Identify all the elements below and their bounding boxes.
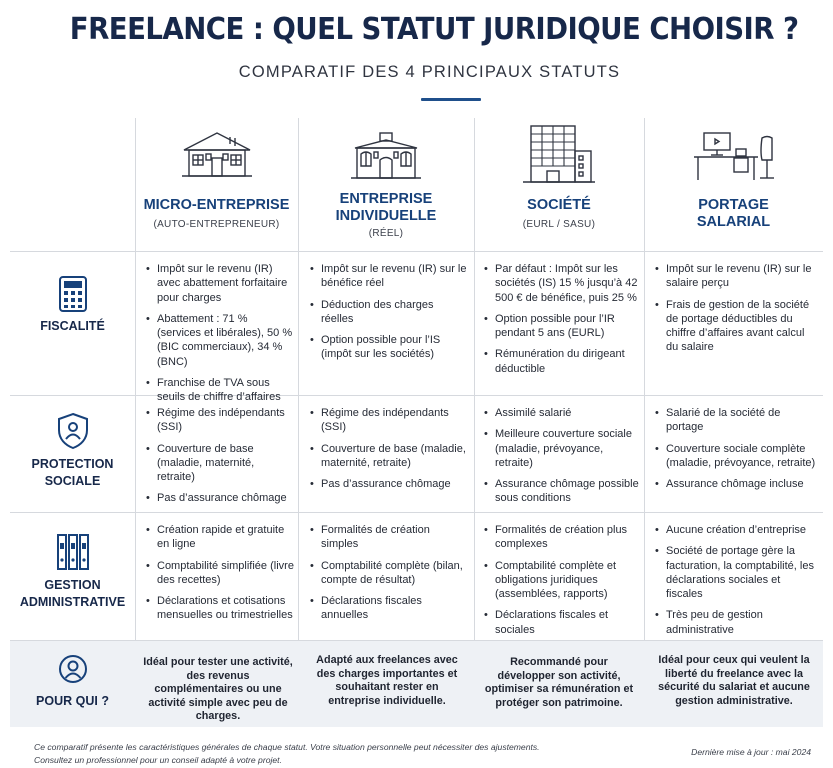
cell-gestion-ei [308,523,468,630]
row-divider [10,395,823,396]
bullet-item: • Couverture de base (maladie, maternité, retraite) [144,442,294,485]
desk-icon [692,130,776,182]
footer-updated: Dernière mise à jour : mai 2024 [691,747,811,757]
bullet-item: • Pas d’assurance chômage [308,477,468,491]
cell-fiscalite-portage [653,262,819,362]
binders-icon [56,533,90,571]
bullet-item: • Formalités de création plus complexes [482,523,640,552]
bullet-item: • Déclarations fiscales annuelles [308,594,468,623]
footer-note [34,741,540,766]
cell-fiscalite-micro [144,262,294,412]
office-building-icon [521,123,597,185]
bullet-item: • Frais de gestion de la société de portage déductibles du chiffre d’affaires avant calcul du salaire [653,298,819,355]
bullet-item: • Assurance chômage incluse [653,477,819,491]
row-label-text: FISCALITÉ [40,319,105,333]
row-label-text-line2: ADMINISTRATIVE [19,595,126,609]
bullet-item: • Abattement : 71 % (services et libérales), 50 % (BIC commerciaux), 34 % (BNC) [144,312,294,369]
cell-gestion-societe [482,523,640,644]
cell-gestion-portage [653,523,819,644]
bullet-item: • Déduction des charges réelles [308,298,468,327]
cell-fiscalite-societe [482,262,640,383]
column-title: ENTREPRISE [339,191,433,207]
bullet-item: • Comptabilité simplifiée (livre des recettes) [144,559,294,588]
footer-note-line1: Ce comparatif présente les caractéristiques générales de chaque statut. Votre situation personnelle peut nécessiter des ajustements. [34,742,540,752]
bullet-item: • Impôt sur le revenu (IR) avec abattement forfaitaire pour charges [144,262,294,305]
row-label-text-line2: SOCIALE [44,474,101,488]
bullet-item: • Régime des indépendants (SSI) [308,406,468,435]
column-subtitle: (EURL / SASU) [522,219,596,230]
house-icon [180,130,254,178]
bullet-item: • Couverture de base (maladie, maternité, retraite) [308,442,468,471]
bullet-item: • Assurance chômage possible sous conditions [482,477,640,506]
bullet-item: • Pas d’assurance chômage [144,491,294,505]
bullet-item: • Assimilé salarié [482,406,640,420]
pour-qui-ei: Adapté aux freelances avec des charges importantes et souhaitant rester en entreprise individuelle. [316,654,458,707]
row-divider [10,512,823,513]
bullet-item: • Impôt sur le revenu (IR) sur le bénéfice réel [308,262,468,291]
calculator-icon [59,276,87,312]
bullet-item: • Par défaut : Impôt sur les sociétés (IS) 15 % jusqu’à 42 500 € de bénéfice, puis 25 % [482,262,640,305]
column-title: MICRO-ENTREPRISE [143,197,290,213]
page-title: FREELANCE : QUEL STATUT JURIDIQUE CHOISIR ? [69,12,799,47]
bullet-item: • Très peu de gestion administrative [653,608,819,637]
bullet-item: • Régime des indépendants (SSI) [144,406,294,435]
shop-building-icon [349,130,423,180]
pour-qui-portage: Idéal pour ceux qui veulent la liberté du freelance avec la sécurité du salariat et aucune gestion administrative. [658,654,810,707]
column-header-micro-entreprise [135,118,298,251]
bullet-item: • Rémunération du dirigeant déductible [482,347,640,376]
row-label-gestion-administrative [10,533,135,611]
bullet-item: • Comptabilité complète et obligations juridiques (assemblées, rapports) [482,559,640,602]
cell-protection-portage [653,406,819,498]
column-title: PORTAGE [698,197,769,213]
column-header-portage-salarial [644,118,823,251]
row-label-pour-qui [10,654,135,710]
column-title: SOCIÉTÉ [527,197,591,213]
bullet-item: • Déclarations fiscales et sociales [482,608,640,637]
row-label-protection-sociale [10,412,135,490]
column-header-societe [474,118,644,251]
column-title-line2: INDIVIDUELLE [335,208,437,224]
shield-user-icon [56,412,90,450]
row-label-text: GESTION [44,578,101,592]
bullet-item: • Salarié de la société de portage [653,406,819,435]
column-title-line2: SALARIAL [696,214,771,230]
bullet-item: • Aucune création d’entreprise [653,523,819,537]
row-label-text: POUR QUI ? [36,694,109,708]
cell-protection-micro [144,406,294,513]
cell-gestion-micro [144,523,294,630]
cell-fiscalite-ei [308,262,468,369]
comparison-table [0,118,833,730]
title-underline [421,98,481,101]
user-circle-icon [58,654,88,684]
cell-protection-ei [308,406,468,498]
pour-qui-micro: Idéal pour tester une activité, des revenus complémentaires ou une activité simple avec peu de charges. [143,656,293,722]
footer-note-line2: Consultez un professionnel pour un conseil adapté à votre projet. [34,754,282,765]
bullet-item: • Société de portage gère la facturation, la comptabilité, les déclarations sociales et fiscales [653,544,819,601]
bullet-item: • Impôt sur le revenu (IR) sur le salaire perçu [653,262,819,291]
bullet-item: • Option possible pour l’IR pendant 5 ans (EURL) [482,312,640,341]
pour-qui-societe: Recommandé pour développer son activité, optimiser sa rémunération et protéger son patrimoine. [484,656,634,709]
bullet-item: • Déclarations et cotisations mensuelles ou trimestrielles [144,594,294,623]
bullet-item: • Création rapide et gratuite en ligne [144,523,294,552]
bullet-item: • Formalités de création simples [308,523,468,552]
bullet-item: • Option possible pour l’IS (impôt sur les sociétés) [308,333,468,362]
bullet-item: • Comptabilité complète (bilan, compte de résultat) [308,559,468,588]
row-label-fiscalite [10,276,135,335]
bullet-item: • Meilleure couverture sociale (maladie, prévoyance, retraite) [482,427,640,470]
column-subtitle: (RÉEL) [368,228,404,239]
bullet-item: • Franchise de TVA sous seuils de chiffre d’affaires [144,376,294,405]
bullet-item: • Couverture sociale complète (maladie, prévoyance, retraite) [653,442,819,471]
column-subtitle: (AUTO-ENTREPRENEUR) [153,219,280,230]
page-subtitle: COMPARATIF DES 4 PRINCIPAUX STATUTS [238,63,621,81]
row-divider [10,251,823,252]
column-header-entreprise-individuelle [298,118,474,251]
row-label-text: PROTECTION [31,457,114,471]
cell-protection-societe [482,406,640,513]
